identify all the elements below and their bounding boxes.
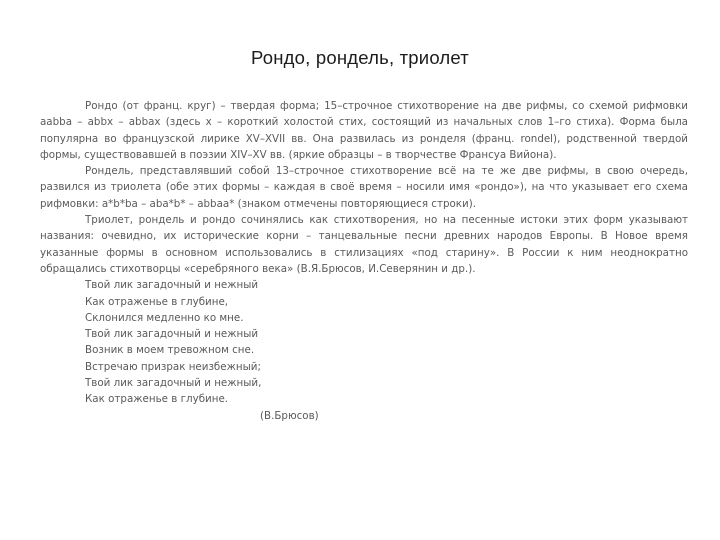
paragraph-triolet: Триолет, рондель и рондо сочинялись как стихотворения, но на песенные истоки этих форм указывают названия: очевидно, их исторические корни – танцевальные песни древних народов Европы. В Новое время указанные формы в основном использовались в стилизациях «под старину». В России к ним неоднократно обращались стихотворцы «серебряного века» (В.Я.Брюсов, И.Северянин и др.).	[40, 214, 688, 275]
poem-line: Склонился медленно ко мне.	[85, 311, 244, 324]
poem-line: Как отраженье в глубине,	[85, 295, 229, 308]
paragraph-rondo: Рондо (от франц. круг) – твердая форма; 15–строчное стихотворение на две рифмы, со схемой рифмовки aabba – abbx – abbax (здесь x – короткий холостой стих, состоящий из начальных слов 1–го стиха). Форма была популярна во французской лирике XV–XVII вв. Она развилась из ронделя (франц. rondel), родственной твердой формы, существовавшей в поэзии XIV–XV вв. (яркие образцы – в творчестве Франсуа Вийона).	[40, 100, 688, 161]
poem-line: Твой лик загадочный и нежный	[85, 279, 259, 292]
poem	[40, 277, 688, 424]
poem-line: Твой лик загадочный и нежный,	[85, 377, 262, 390]
poem-attribution: (В.Брюсов)	[260, 409, 319, 422]
slide-body	[40, 98, 688, 424]
poem-line: Встречаю призрак неизбежный;	[85, 360, 261, 373]
poem-line: Твой лик загадочный и нежный	[85, 328, 259, 341]
paragraph-rondel: Рондель, представлявший собой 13–строчное стихотворение всё на те же две рифмы, в свою очередь, развился из триолета (обе этих формы – каждая в своё время – носили имя «рондо»), на что указывает его схема рифмовки: a*b*ba – aba*b* – abbaa* (знаком отмечены повторяющиеся строки).	[40, 165, 688, 210]
poem-line: Как отраженье в глубине.	[85, 393, 229, 406]
poem-line: Возник в моем тревожном сне.	[85, 344, 255, 357]
slide-title: Рондо, рондель, триолет	[251, 47, 469, 68]
